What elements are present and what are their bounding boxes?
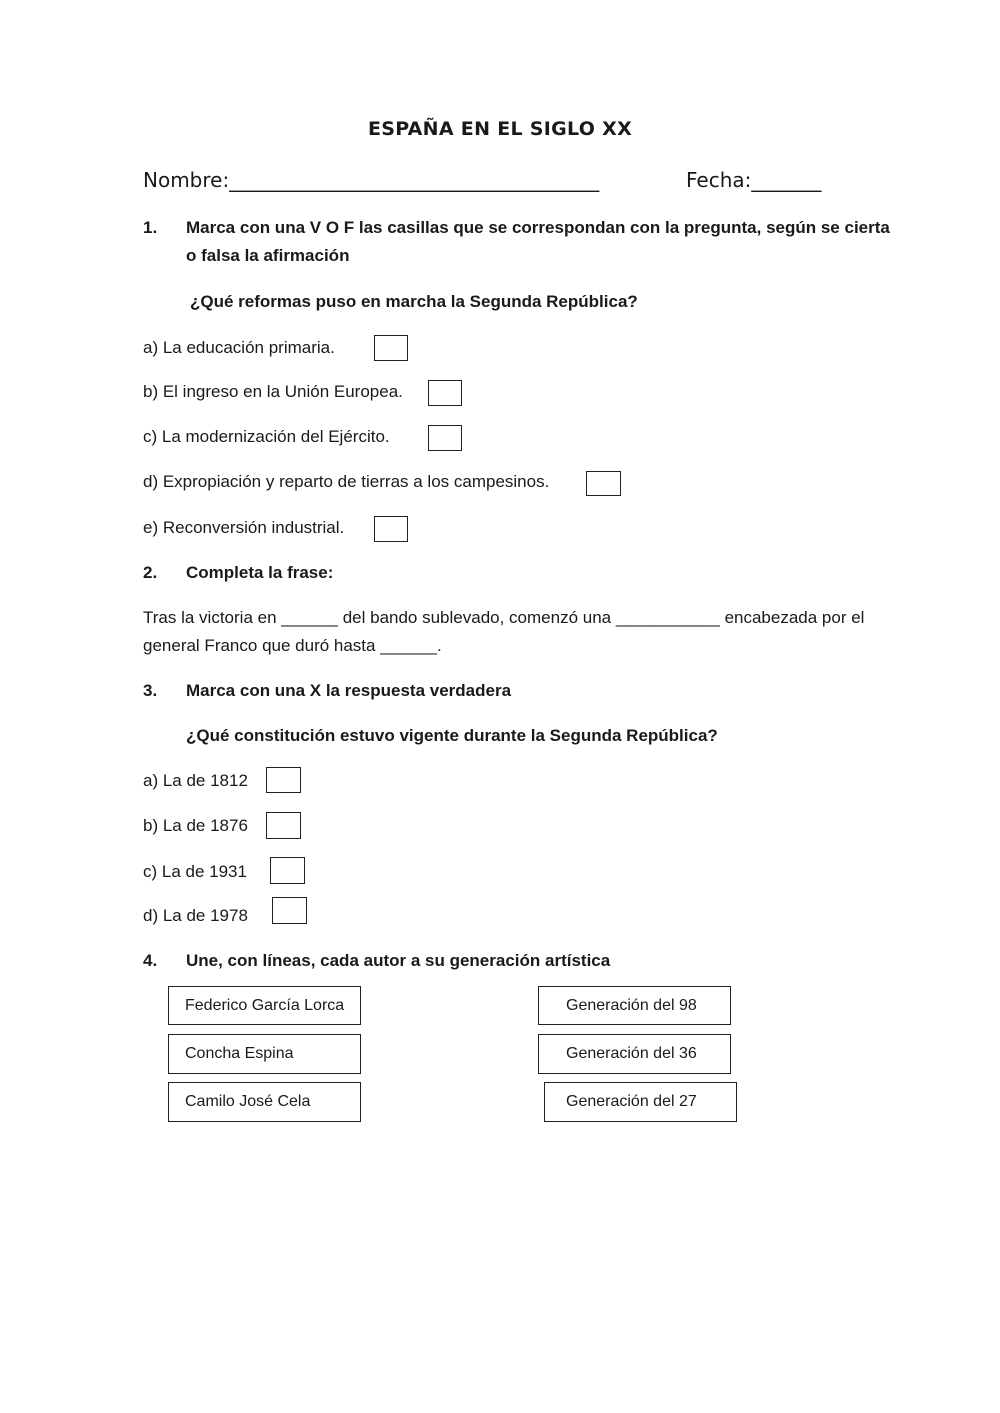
q3-checkbox-a[interactable] xyxy=(266,767,301,793)
q1-instruction-line2: o falsa la afirmación xyxy=(186,246,350,265)
q3-option-b: b) La de 1876 xyxy=(143,816,248,835)
q4-author-espina[interactable]: Concha Espina xyxy=(168,1034,361,1074)
q1-question: ¿Qué reformas puso en marcha la Segunda República? xyxy=(190,292,638,311)
q1-number: 1. xyxy=(143,218,158,237)
q1-checkbox-e[interactable] xyxy=(374,516,408,542)
q1-checkbox-c[interactable] xyxy=(428,425,462,451)
q2-sentence-line2[interactable]: general Franco que duró hasta ______. xyxy=(143,636,442,655)
fecha-field[interactable]: Fecha:_______ xyxy=(686,168,822,192)
q1-option-a: a) La educación primaria. xyxy=(143,338,335,357)
q4-author-lorca[interactable]: Federico García Lorca xyxy=(168,986,361,1025)
q3-checkbox-d[interactable] xyxy=(272,897,307,924)
q3-option-c: c) La de 1931 xyxy=(143,862,247,881)
q2-sentence-line1[interactable]: Tras la victoria en ______ del bando sublevado, comenzó una ___________ encabezada por el xyxy=(143,608,865,627)
q4-instruction: Une, con líneas, cada autor a su generación artística xyxy=(186,951,611,970)
q4-generation-27[interactable]: Generación del 27 xyxy=(544,1082,737,1122)
q3-question: ¿Qué constitución estuvo vigente durante la Segunda República? xyxy=(186,726,718,745)
q1-option-c: c) La modernización del Ejército. xyxy=(143,427,390,446)
q3-option-d: d) La de 1978 xyxy=(143,906,248,925)
q1-option-d: d) Expropiación y reparto de tierras a los campesinos. xyxy=(143,472,550,491)
q3-checkbox-b[interactable] xyxy=(266,812,301,839)
q1-checkbox-a[interactable] xyxy=(374,335,408,361)
q3-checkbox-c[interactable] xyxy=(270,857,305,884)
q2-instruction: Completa la frase: xyxy=(186,563,334,582)
q4-number: 4. xyxy=(143,951,158,970)
q3-option-a: a) La de 1812 xyxy=(143,771,248,790)
nombre-field[interactable]: Nombre:_____________________________________ xyxy=(143,168,600,192)
q1-option-e: e) Reconversión industrial. xyxy=(143,518,345,537)
q1-checkbox-d[interactable] xyxy=(586,471,621,496)
q4-generation-98[interactable]: Generación del 98 xyxy=(538,986,731,1025)
q1-checkbox-b[interactable] xyxy=(428,380,462,406)
q3-instruction: Marca con una X la respuesta verdadera xyxy=(186,681,512,700)
q4-author-cela[interactable]: Camilo José Cela xyxy=(168,1082,361,1122)
q1-instruction-line1: Marca con una V O F las casillas que se correspondan con la pregunta, según se cierta xyxy=(186,218,890,237)
q3-number: 3. xyxy=(143,681,158,700)
q4-generation-36[interactable]: Generación del 36 xyxy=(538,1034,731,1074)
q1-option-b: b) El ingreso en la Unión Europea. xyxy=(143,382,403,401)
page-title: ESPAÑA EN EL SIGLO XX xyxy=(367,118,633,140)
q2-number: 2. xyxy=(143,563,158,582)
